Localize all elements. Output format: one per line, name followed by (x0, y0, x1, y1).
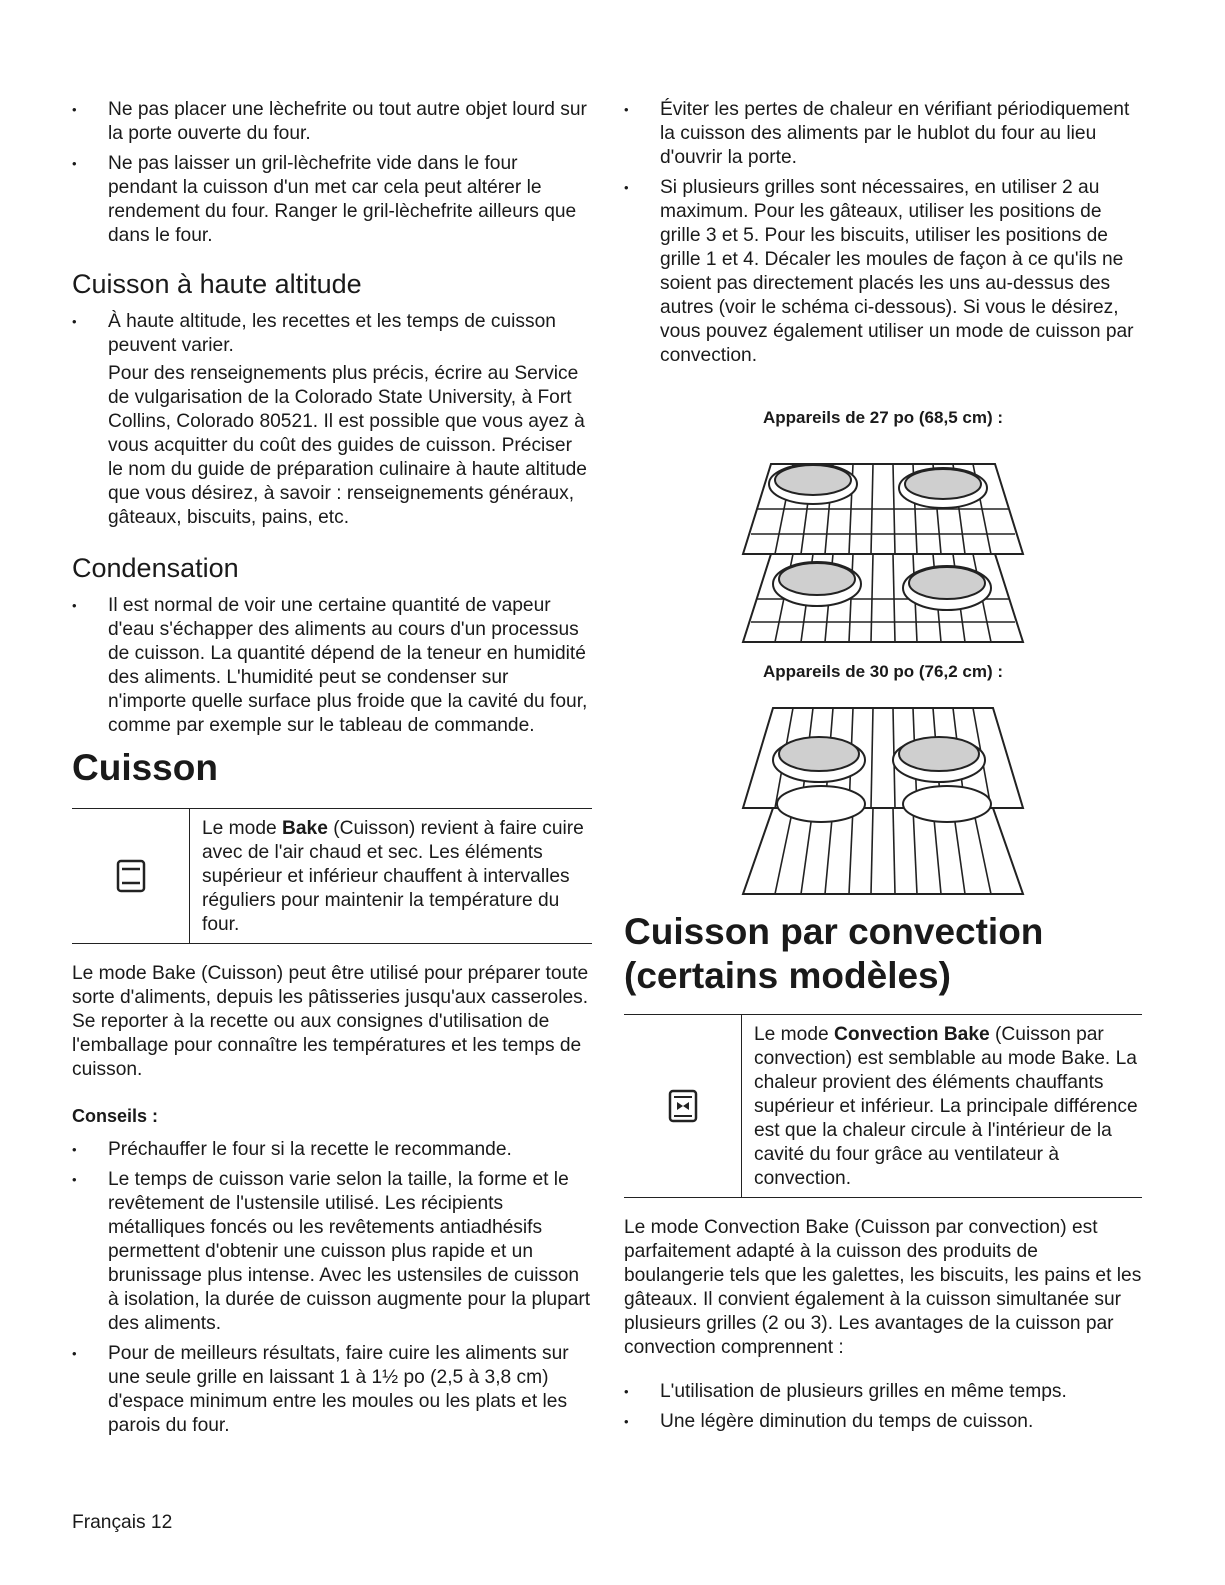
convection-mode-description (742, 1015, 1142, 1197)
convection-heading-line1: Cuisson par convection (624, 911, 1044, 952)
tip-item: • Le temps de cuisson varie selon la taille, la forme et le revêtement de l'ustensile utilisé. Les récipients métalliques foncés ou les revêtements antiadhésifs permettent d'obtenir une cuisson plus rapide et un brunissage plus intense. Avec les ustensiles de cuisson à isolation, la durée de cuisson augmente pour la plupart des aliments. (72, 1168, 592, 1336)
convection-bake-icon (668, 1089, 698, 1123)
convection-mode-box (624, 1014, 1142, 1198)
convection-box-text: Le mode (754, 1024, 835, 1045)
condensation-heading: Condensation (72, 553, 239, 583)
tips-bullets (72, 1138, 592, 1438)
bake-box-bold: Bake (282, 818, 328, 839)
bake-box-text: Le mode (202, 818, 283, 839)
bullet-item: • L'utilisation de plusieurs grilles en même temps. (624, 1380, 1142, 1404)
rack-diagram-27 (733, 444, 1033, 644)
page-footer: Français 12 (72, 1512, 173, 1533)
bullet-item: • Une légère diminution du temps de cuisson. (624, 1410, 1142, 1434)
convection-heading (624, 910, 1142, 998)
figure-caption-27: Appareils de 27 po (68,5 cm) : (763, 408, 1003, 427)
left-column (72, 98, 592, 1444)
convection-bullets (624, 1380, 1142, 1434)
bake-mode-box (72, 808, 592, 944)
bake-paragraph: Le mode Bake (Cuisson) peut être utilisé pour préparer toute sorte d'aliments, depuis les pâtisseries jusqu'aux casseroles. Se reporter à la recette ou aux consignes d'utilisation de l'emballage pour connaître les températures et les temps de cuisson. (72, 963, 589, 1080)
safety-bullets-right (624, 98, 1142, 368)
bake-mode-icon-cell (72, 809, 190, 943)
right-column (624, 98, 1142, 1440)
bake-box-text-rest: (Cuisson) revient à faire cuire avec de l'air chaud et sec. Les éléments supérieur et inférieur chauffent à intervalles réguliers pour maintenir la température du four. (202, 818, 584, 935)
bullet-item: • Si plusieurs grilles sont nécessaires, en utiliser 2 au maximum. Pour les gâteaux, utiliser les positions de grille 3 et 5. Pour les biscuits, utiliser les positions de grille 1 et 4. Décaler les moules de façon à ce qu'ils ne soient pas directement placés les uns au-dessus des autres (voir le schéma ci-dessous). Si vous le désirez, vous pouvez également utiliser un mode de cuisson par convection. (624, 176, 1142, 368)
altitude-heading: Cuisson à haute altitude (72, 269, 362, 299)
tip-item: • Pour de meilleurs résultats, faire cuire les aliments sur une seule grille en laissant 1 à 1½ po (2,5 à 3,8 cm) d'espace minimum entre les moules ou les plats et les parois du four. (72, 1342, 592, 1438)
bullet-item: • À haute altitude, les recettes et les temps de cuisson peuvent varier. (72, 310, 592, 358)
bake-mode-icon (116, 859, 146, 893)
bullet-item: • Éviter les pertes de chaleur en vérifiant périodiquement la cuisson des aliments par le hublot du four au lieu d'ouvrir la porte. (624, 98, 1142, 170)
convection-heading-line2: (certains modèles) (624, 955, 951, 996)
convection-mode-icon-cell (624, 1015, 742, 1197)
altitude-paragraph: Pour des renseignements plus précis, écrire au Service de vulgarisation de la Colorado State University, à Fort Collins, Colorado 80521. Il est possible que vous ayez à vous acquitter du coût des guides de cuisson. Préciser le nom du guide de préparation culinaire à haute altitude que vous désirez, à savoir : renseignements généraux, gâteaux, biscuits, pains, etc. (108, 363, 587, 528)
bake-mode-description (190, 809, 592, 943)
altitude-bullets (72, 310, 592, 358)
figure-caption-30: Appareils de 30 po (76,2 cm) : (763, 662, 1003, 681)
bullet-item: • Ne pas laisser un gril-lèchefrite vide dans le four pendant la cuisson d'un met car cela peut altérer le rendement du four. Ranger le gril-lèchefrite ailleurs que dans le four. (72, 152, 592, 248)
convection-paragraph: Le mode Convection Bake (Cuisson par convection) est parfaitement adapté à la cuisson des produits de boulangerie tels que les galettes, les biscuits, les pains et les gâteaux. Il convient également à la cuisson simultanée sur plusieurs grilles (2 ou 3). Les avantages de la cuisson par convection comprennent : (624, 1217, 1142, 1358)
convection-box-bold: Convection Bake (834, 1024, 990, 1045)
condensation-bullets (72, 594, 592, 738)
bullet-item: • Il est normal de voir une certaine quantité de vapeur d'eau s'échapper des aliments au cours d'un processus de cuisson. La quantité dépend de la teneur en humidité des aliments. L'humidité peut se condenser sur n'importe quelle surface plus froide que la cavité du four, comme par exemple sur le tableau de commande. (72, 594, 592, 738)
tip-item: • Préchauffer le four si la recette le recommande. (72, 1138, 592, 1162)
rack-diagram-30 (733, 698, 1033, 898)
safety-bullets-left (72, 98, 592, 248)
bullet-item: • Ne pas placer une lèchefrite ou tout autre objet lourd sur la porte ouverte du four. (72, 98, 592, 146)
tips-title: Conseils : (72, 1106, 159, 1126)
convection-box-text-rest: (Cuisson par convection) est semblable au mode Bake. La chaleur provient des éléments chauffants supérieur et inférieur. La principale différence est que la chaleur circule à l'intérieur de la cavité du four grâce au ventilateur à convection. (754, 1024, 1138, 1189)
bake-heading: Cuisson (72, 747, 218, 788)
